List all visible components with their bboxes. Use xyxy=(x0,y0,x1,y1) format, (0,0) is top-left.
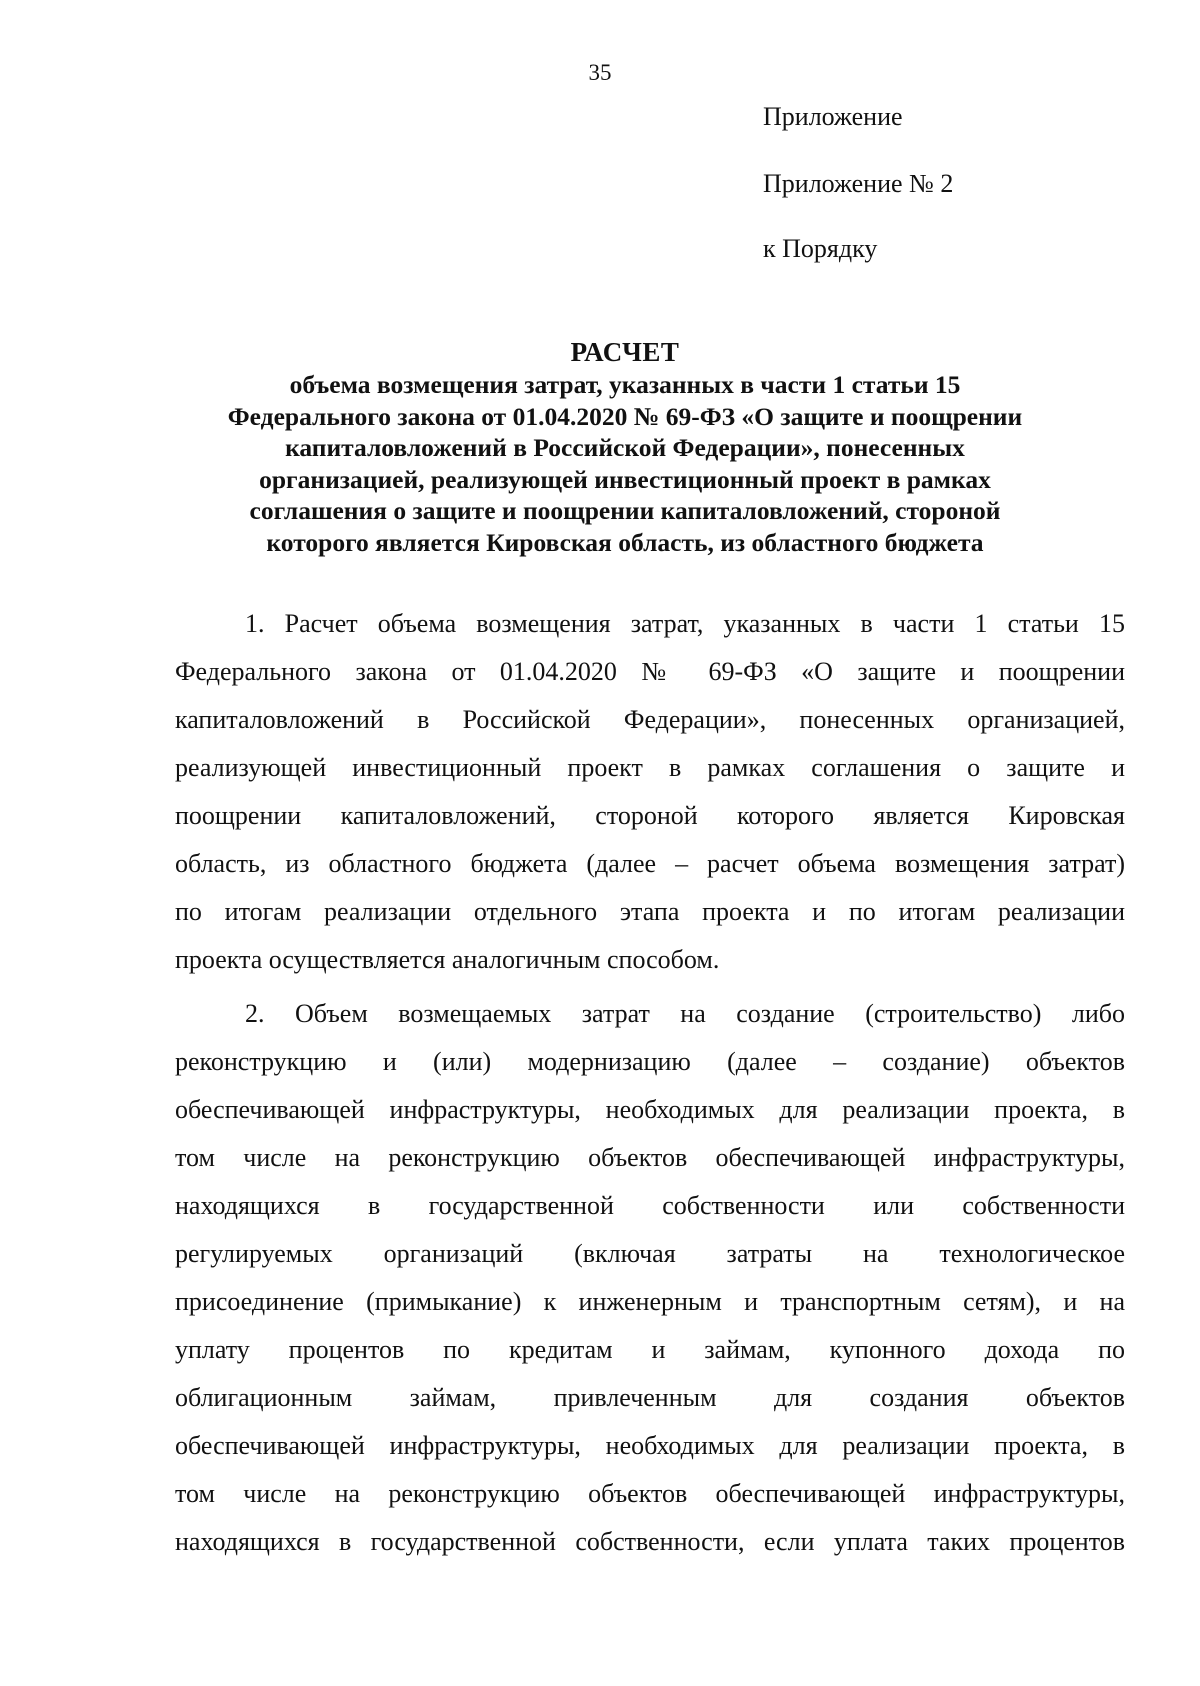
paragraph-1 xyxy=(175,600,1125,984)
paragraph-line: проекта осуществляется аналогичным способом. xyxy=(175,945,720,974)
paragraph-line: находящихся в государственной собственности или собственности xyxy=(175,1191,1125,1220)
paragraph-line: регулируемых организаций (включая затраты на технологическое xyxy=(175,1239,1125,1268)
title-line: соглашения о защите и поощрении капиталовложений, стороной xyxy=(249,496,1001,526)
document-title xyxy=(160,335,1090,559)
paragraph-line: присоединение (примыкание) к инженерным и транспортным сетям), и на xyxy=(175,1287,1125,1316)
paragraph-line: по итогам реализации отдельного этапа проекта и по итогам реализации xyxy=(175,897,1125,926)
title-line: капиталовложений в Российской Федерации», понесенных xyxy=(285,433,965,463)
paragraph-line: реконструкцию и (или) модернизацию (далее – создание) объектов xyxy=(175,1047,1125,1076)
title-heading: РАСЧЕТ xyxy=(570,337,680,367)
title-line: объема возмещения затрат, указанных в части 1 статьи 15 xyxy=(289,370,961,399)
paragraph-line: том числе на реконструкцию объектов обеспечивающей инфраструктуры, xyxy=(175,1143,1125,1172)
title-line: которого является Кировская область, из областного бюджета xyxy=(266,527,984,557)
title-subheading xyxy=(160,369,1090,559)
page-number: 35 xyxy=(588,60,612,85)
paragraph-line: 2. Объем возмещаемых затрат на создание (строительство) либо xyxy=(245,999,1125,1028)
appendix-label: Приложение xyxy=(763,102,903,131)
paragraph-line: обеспечивающей инфраструктуры, необходимых для реализации проекта, в xyxy=(175,1431,1125,1460)
paragraph-line: поощрении капиталовложений, стороной которого является Кировская xyxy=(175,801,1125,830)
appendix-reference-label: к Порядку xyxy=(763,234,878,263)
paragraph-line: Федерального закона от 01.04.2020 № 69-ФЗ «О защите и поощрении xyxy=(175,657,1125,686)
title-line: Федерального закона от 01.04.2020 № 69-ФЗ «О защите и поощрении xyxy=(227,401,1023,431)
paragraph-2 xyxy=(175,990,1125,1566)
paragraph-line: область, из областного бюджета (далее – расчет объема возмещения затрат) xyxy=(175,849,1125,878)
appendix-number-label: Приложение № 2 xyxy=(763,169,954,198)
title-line: организацией, реализующей инвестиционный проект в рамках xyxy=(259,464,991,494)
paragraph-line: находящихся в государственной собственности, если уплата таких процентов xyxy=(175,1527,1125,1556)
paragraph-line: обеспечивающей инфраструктуры, необходимых для реализации проекта, в xyxy=(175,1095,1125,1124)
paragraph-line: 1. Расчет объема возмещения затрат, указанных в части 1 статьи 15 xyxy=(245,609,1125,638)
paragraph-line: уплату процентов по кредитам и займам, купонного дохода по xyxy=(175,1335,1125,1364)
paragraph-line: капиталовложений в Российской Федерации», понесенных организацией, xyxy=(175,705,1125,734)
paragraph-line: реализующей инвестиционный проект в рамках соглашения о защите и xyxy=(175,753,1125,782)
paragraph-line: том числе на реконструкцию объектов обеспечивающей инфраструктуры, xyxy=(175,1479,1125,1508)
paragraph-line: облигационным займам, привлеченным для создания объектов xyxy=(175,1383,1125,1412)
